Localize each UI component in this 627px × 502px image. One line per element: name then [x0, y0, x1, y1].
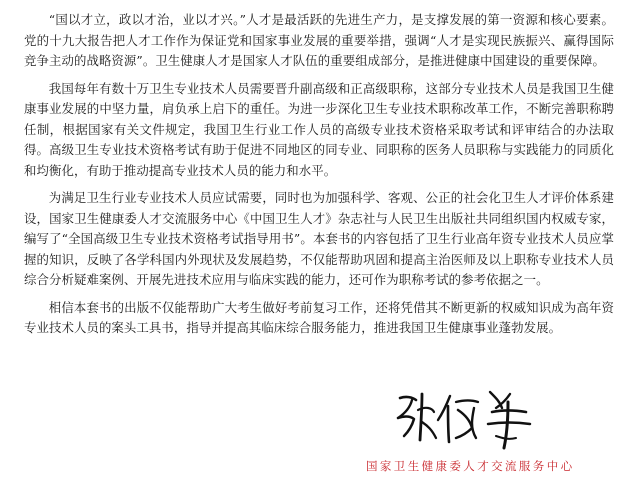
paragraph-closing-wish: 相信本套书的出版不仅能帮助广大考生做好考前复习工作，还将凭借其不断更新的权威知识成为高年资专业技术人员的案头工具书，指导并提高其临床综合服务能力，推进我国卫生健康事业蓬勃发展。 [24, 299, 614, 335]
paragraph-talent-importance: “国以才立，政以才治，业以才兴。”人才是最活跃的先进生产力，是支撑发展的第一资源和核心要素。党的十九大报告把人才工作作为保证党和国家事业发展的重要举措，强调“人才是实现民族振兴、赢得国际竞争主动的战略资源”。卫生健康人才是国家人才队伍的重要组成部分，是推进健康中国建设的重要保障。 [24, 12, 614, 68]
organization-name: 国家卫生健康委人才交流服务中心 [366, 459, 575, 473]
paragraph-book-series: 为满足卫生行业专业技术人员应试需要，同时也为加强科学、客观、公正的社会化卫生人才评价体系建设，国家卫生健康委人才交流服务中心《中国卫生人才》杂志社与人民卫生出版社共同组织国内权威专家，编写了“全国高级卫生专业技术资格考试指导用书”。本套书的内容包括了卫生行业高年资专业技术人员应掌握的知识，反映了各学科国内外现状及发展趋势，不仅能帮助巩固和提高主治医师及以上职称专业技术人员综合分析疑难案例、开展先进技术应用与临床实践的能力，还可作为职称考试的参考依据之一。 [24, 190, 614, 287]
preface-body [24, 10, 614, 346]
paragraph-title-promotion: 我国每年有数十万卫生专业技术人员需要晋升副高级和正高级职称，这部分专业技术人员是我国卫生健康事业发展的中坚力量，肩负承上启下的重任。为进一步深化卫生专业技术职称改革工作，不断完善职称聘任制，根据国家有关文件规定，我国卫生行业工作人员的高级专业技术资格采取考试和评审结合的办法取得。高级卫生专业技术资格考试有助于促进不同地区的同专业、同职称的医务人员职称与实践能力的同质化和均衡化，有助于推动提高专业技术人员的能力和水平。 [24, 80, 614, 178]
handwritten-signature [392, 388, 537, 450]
